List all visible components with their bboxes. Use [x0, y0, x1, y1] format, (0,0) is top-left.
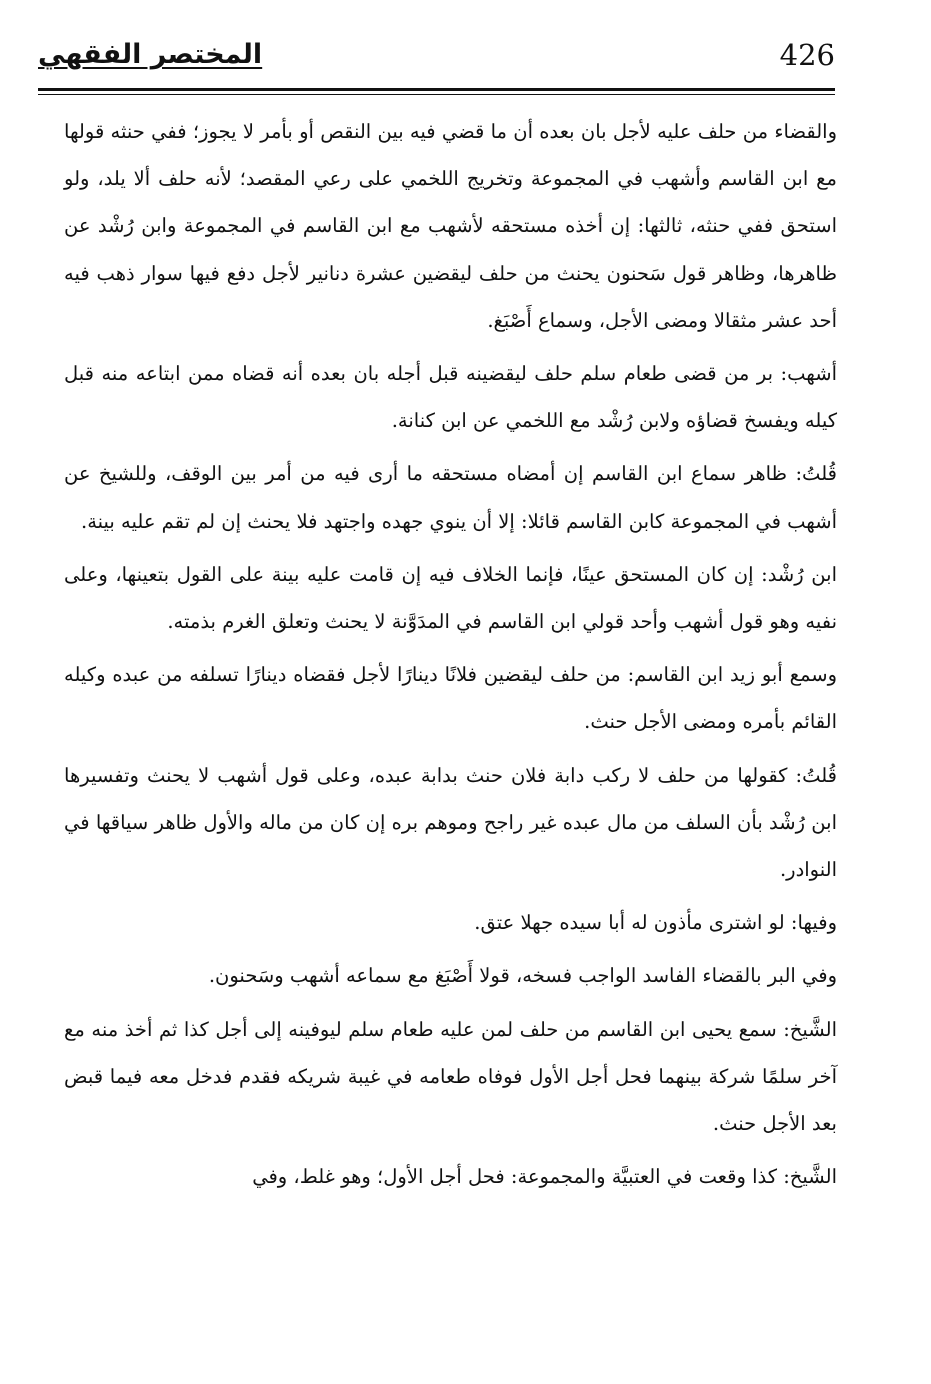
paragraph-6: قُلتُ: كقولها من حلف لا ركب دابة فلان حنث بدابة عبده، وعلى قول أشهب لا يحنث وتفسيرها ابن رُشْد بأن السلف من مال عبده غير راجح وموهم بره إن كان من ماله والأول ظاهر سياقها في النوادر.: [64, 763, 837, 882]
paragraph-1: والقضاء من حلف عليه لأجل بان بعده أن ما قضي فيه بين النقص أو بأمر لا يجوز؛ ففي حنثه قولها مع ابن القاسم وأشهب في المجموعة وتخريج اللخمي على رعي المقصد؛ لأنه حلف ألا يلد، ولو استحق ففي حنثه، ثالثها: إن أخذه مستحقه لأشهب مع ابن القاسم في المجموعة وابن رُشْد عن ظاهرها، وظاهر قول سَحنون يحنث من حلف ليقضين عشرة دنانير لأجل دفع فيها سوار ذهب فيه أحد عشر مثقالا ومضى الأجل، وسماع أَصْبَغ.: [64, 120, 837, 332]
paragraph-3: قُلتُ: ظاهر سماع ابن القاسم إن أمضاه مستحقه ما أرى فيه من أمر بين الوقف، وللشيخ عن أشهب في المجموعة كابن القاسم قائلا: إلا أن ينوي جهده واجتهد فلا يحنث إن لم تقم عليه بينة.: [64, 462, 837, 533]
page-number: 426: [779, 38, 835, 72]
paragraph-10: الشَّيخ: كذا وقعت في العتبيَّة والمجموعة: فحل أجل الأول؛ وهو غلط، وفي: [252, 1165, 837, 1189]
header-rule-thin: [38, 94, 835, 95]
paragraph-5: وسمع أبو زيد ابن القاسم: من حلف ليقضين فلانًا دينارًا لأجل فقضاه دينارًا تسلفه من عبده وكيله القائم بأمره ومضى الأجل حنث.: [64, 663, 837, 734]
header-rule-thick: [38, 88, 835, 91]
body-text: [64, 108, 837, 1206]
book-title: المختصر الفقهي: [38, 39, 263, 70]
paragraph-2: أشهب: بر من قضى طعام سلم حلف ليقضينه قبل أجله بان بعده أنه قضاه ممن ابتاعه منه قبل كيله ويفسخ قضاؤه ولابن رُشْد مع اللخمي عن ابن كنانة.: [64, 362, 837, 433]
page-header: [38, 34, 835, 86]
paragraph-4: ابن رُشْد: إن كان المستحق عينًا، فإنما الخلاف فيه إن قامت عليه بينة على القول بتعينها، وعلى نفيه وهو قول أشهب وأحد قولي ابن القاسم في المدَوَّنة لا يحنث وتعلق الغرم بذمته.: [64, 562, 837, 634]
paragraph-9: الشَّيخ: سمع يحيى ابن القاسم من حلف لمن عليه طعام سلم ليوفينه إلى أجل كذا ثم أخذ منه مع آخر سلمًا شركة بينهما فحل أجل الأول فوفاه طعامه في غيبة شريكه فقدم فدخل معه فيما قبض بعد الأجل حنث.: [64, 1017, 837, 1136]
paragraph-7: وفيها: لو اشترى مأذون له أبا سيده جهلا عتق.: [474, 911, 837, 935]
paragraph-8: وفي البر بالقضاء الفاسد الواجب فسخه، قولا أَصْبَغ مع سماعه أشهب وسَحنون.: [208, 964, 837, 988]
